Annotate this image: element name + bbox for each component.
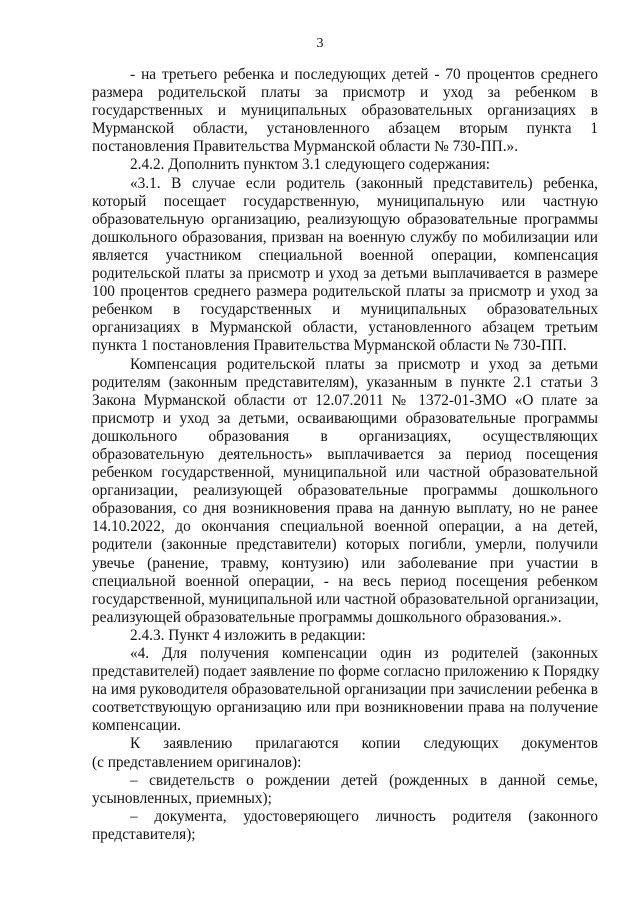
text-line: является участником специальной военной операции, компенсация bbox=[92, 246, 598, 264]
text-line: 2.4.2. Дополнить пунктом 3.1 следующего содержания: bbox=[130, 156, 491, 174]
text-line: дошкольного образования, призван на военную службу по мобилизации или bbox=[92, 228, 598, 246]
text-line: 100 процентов среднего размера родительской платы за присмотр и уход за bbox=[92, 283, 598, 301]
paragraph-p1 bbox=[92, 66, 598, 156]
text-line: специальной военной операции, - на весь период посещения ребенком bbox=[92, 572, 598, 590]
paragraph-p2 bbox=[92, 156, 598, 174]
text-line: ребенком государственной, муниципальной или частной образовательной bbox=[92, 464, 598, 482]
text-line: дошкольного образования в организациях, осуществляющих bbox=[92, 427, 598, 445]
paragraph-p6 bbox=[92, 645, 598, 735]
paragraph-p9 bbox=[92, 808, 598, 844]
text-line: (с представлением оригиналов): bbox=[92, 753, 302, 771]
text-line: родители (законные представители) которых погибли, умерли, получили bbox=[92, 536, 598, 554]
text-line: реализующей образовательные программы дошкольного образования.». bbox=[92, 608, 562, 626]
text-line: постановления Правительства Мурманской области № 730-ПП.». bbox=[92, 138, 519, 156]
text-line: образовательную деятельность» выплачивается за период посещения bbox=[92, 445, 598, 463]
paragraph-p3 bbox=[92, 175, 598, 356]
text-line: усыновленных, приемных); bbox=[92, 789, 272, 807]
text-line: представителя); bbox=[92, 825, 196, 843]
text-line: присмотр и уход за детьми, осваивающими образовательные программы bbox=[92, 409, 598, 427]
paragraph-p5 bbox=[92, 627, 598, 645]
document-body bbox=[92, 66, 598, 844]
text-line: – документа, удостоверяющего личность родителя (законного bbox=[130, 807, 598, 825]
text-line: Мурманской области, установленного абзацем вторым пункта 1 bbox=[92, 120, 598, 138]
text-line: Закона Мурманской области от 12.07.2011 № 1372-01-ЗМО «О плате за bbox=[92, 391, 598, 409]
text-line: соответствующую организацию или при возникновении права на получение bbox=[92, 699, 598, 717]
text-line: родителям (законным представителям), указанным в пункте 2.1 статьи 3 bbox=[92, 373, 598, 391]
text-line: государственной, муниципальной или частной образовательной организации, bbox=[92, 590, 599, 608]
text-line: 2.4.3. Пункт 4 изложить в редакции: bbox=[130, 626, 366, 644]
paragraph-p4 bbox=[92, 356, 598, 627]
text-line: - на третьего ребенка и последующих детей - 70 процентов среднего bbox=[130, 66, 598, 83]
text-line: «4. Для получения компенсации один из родителей (законных bbox=[130, 645, 598, 662]
text-line: на имя руководителя образовательной организации при зачислении ребенка в bbox=[92, 681, 598, 699]
text-line: родительской платы за присмотр и уход за детьми выплачивается в размере bbox=[92, 265, 598, 283]
text-line: организациях в Мурманской области, установленного абзацем третьим bbox=[92, 319, 598, 337]
text-line: государственных и муниципальных образовательных организациях в bbox=[92, 102, 598, 120]
text-line: «3.1. В случае если родитель (законный представитель) ребенка, bbox=[130, 174, 598, 192]
text-line: компенсации. bbox=[92, 717, 182, 735]
text-line: 14.10.2022, до окончания специальной военной операции, а на детей, bbox=[92, 518, 598, 536]
paragraph-p8 bbox=[92, 772, 598, 808]
text-line: размера родительской платы за присмотр и уход за ребенком в bbox=[92, 84, 598, 102]
text-line: Компенсация родительской платы за присмотр и уход за детьми bbox=[130, 355, 598, 373]
text-line: увечье (ранение, травму, контузию) или заболевание при участии в bbox=[92, 554, 598, 572]
text-line: пункта 1 постановления Правительства Мурманской области № 730-ПП. bbox=[92, 337, 567, 355]
paragraph-p7 bbox=[92, 735, 598, 771]
text-line: К заявлению прилагаются копии следующих документов bbox=[130, 735, 598, 753]
text-line: образовательную организацию, реализующую образовательные программы bbox=[92, 210, 598, 228]
text-line: образования, со дня возникновения права на данную выплату, но не ранее bbox=[92, 500, 598, 518]
page-number: 3 bbox=[316, 36, 324, 51]
text-line: представителей) подает заявление по форме согласно приложению к Порядку bbox=[92, 663, 600, 681]
text-line: ребенком в государственных и муниципальных образовательных bbox=[92, 301, 598, 319]
text-line: который посещает государственную, муниципальную или частную bbox=[92, 192, 598, 210]
text-line: организации, реализующей образовательные программы дошкольного bbox=[92, 482, 598, 500]
text-line: – свидетельств о рождении детей (рожденных в данной семье, bbox=[130, 771, 598, 789]
